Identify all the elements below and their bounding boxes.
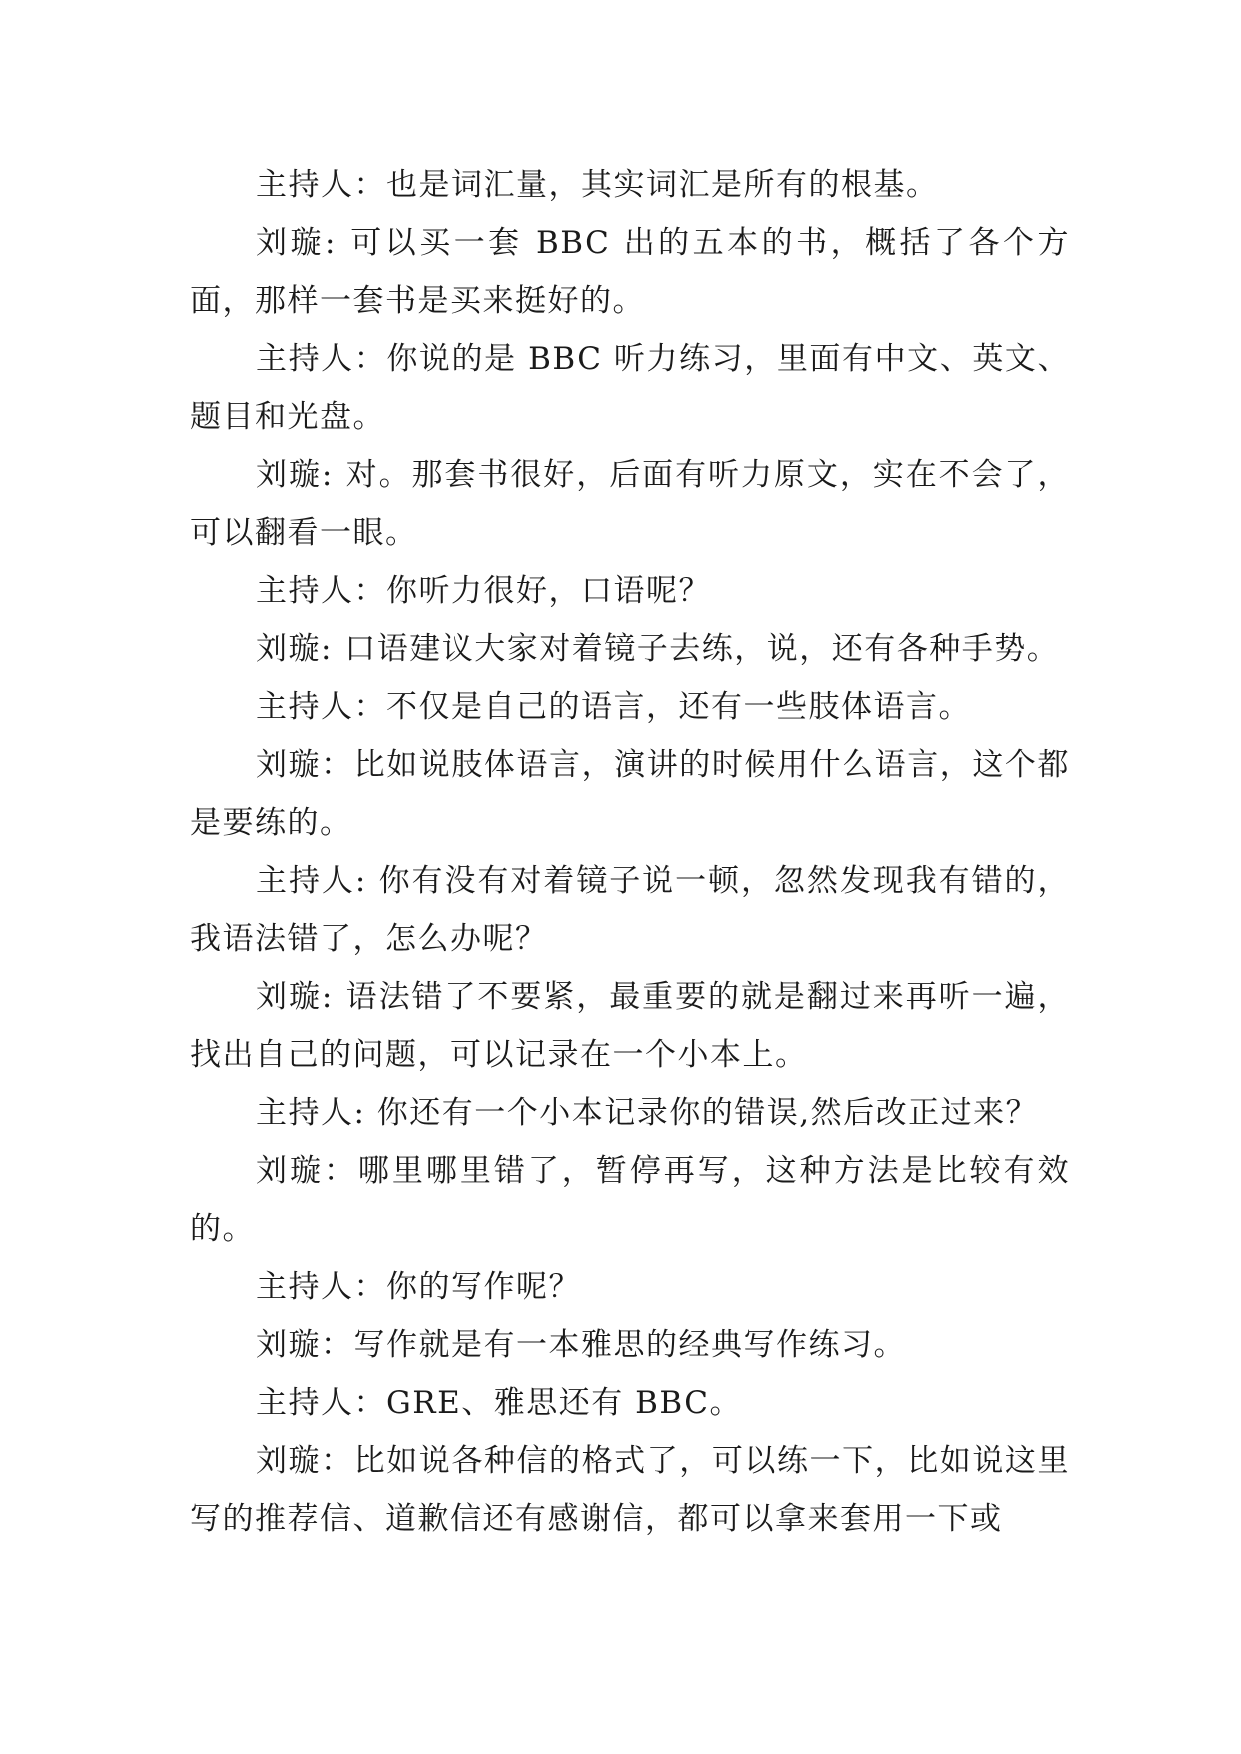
paragraph-12: 刘璇：哪里哪里错了，暂停再写，这种方法是比较有效的。 bbox=[190, 1153, 1070, 1247]
paragraph-3: 主持人：你说的是 BBC 听力练习，里面有中文、英文、题目和光盘。 bbox=[190, 341, 1070, 435]
paragraph-6: 刘璇: 口语建议大家对着镜子去练，说，还有各种手势。 bbox=[256, 631, 1060, 667]
document-body bbox=[190, 156, 1070, 1548]
paragraph-8: 刘璇：比如说肢体语言，演讲的时候用什么语言，这个都是要练的。 bbox=[190, 747, 1070, 841]
paragraph-11: 主持人: 你还有一个小本记录你的错误,然后改正过来？ bbox=[256, 1095, 1039, 1131]
paragraph-14: 刘璇：写作就是有一本雅思的经典写作练习。 bbox=[256, 1327, 906, 1363]
paragraph-2: 刘璇: 可以买一套 BBC 出的五本的书，概括了各个方面，那样一套书是买来挺好的。 bbox=[190, 225, 1070, 319]
paragraph-15: 主持人：GRE、雅思还有 BBC。 bbox=[256, 1385, 742, 1421]
paragraph-7: 主持人：不仅是自己的语言，还有一些肢体语言。 bbox=[256, 689, 971, 725]
paragraph-10: 刘璇: 语法错了不要紧，最重要的就是翻过来再听一遍，找出自己的问题，可以记录在一个小本上。 bbox=[190, 979, 1070, 1073]
paragraph-9: 主持人: 你有没有对着镜子说一顿，忽然发现我有错的，我语法错了，怎么办呢？ bbox=[190, 863, 1070, 957]
paragraph-1: 主持人：也是词汇量，其实词汇是所有的根基。 bbox=[256, 167, 939, 203]
paragraph-4: 刘璇: 对。那套书很好，后面有听力原文，实在不会了，可以翻看一眼。 bbox=[190, 457, 1070, 551]
paragraph-13: 主持人：你的写作呢？ bbox=[256, 1269, 581, 1305]
paragraph-16: 刘璇：比如说各种信的格式了，可以练一下，比如说这里写的推荐信、道歉信还有感谢信，都可以拿来套用一下或 bbox=[190, 1443, 1070, 1537]
paragraph-5: 主持人：你听力很好，口语呢？ bbox=[256, 573, 711, 609]
